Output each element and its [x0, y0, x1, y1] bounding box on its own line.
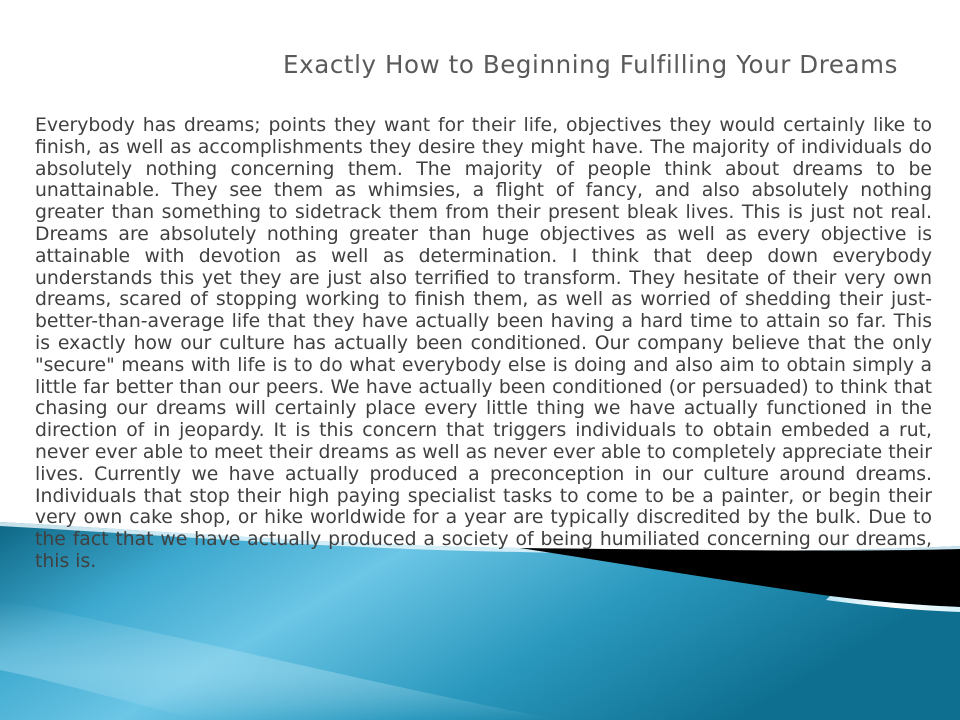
- slide-title: Exactly How to Beginning Fulfilling Your Dreams: [283, 50, 898, 79]
- body-paragraph: Everybody has dreams; points they want for their life, objectives they would certainly like to finish, as well as accomplishments they desire they might have. The majority of individuals do absolutely nothing concerning them. The majority of people think about dreams to be unattainable. They see them as whimsies, a flight of fancy, and also absolutely nothing greater than something to sidetrack them from their present bleak lives. This is just not real. Dreams are absolutely nothing greater than huge objectives as well as every objective is attainable with devotion as well as determination. I think that deep down everybody understands this yet they are just also terrified to transform. They hesitate of their very own dreams, scared of stopping working to finish them, as well as worried of shedding their just-better-than-average life that they have actually been having a hard time to attain so far. This is exactly how our culture has actually been conditioned. Our company believe that the only "secure" means with life is to do what everybody else is doing and also aim to obtain simply a little far better than our peers. We have actually been conditioned (or persuaded) to think that chasing our dreams will certainly place every little thing we have actually functioned in the direction of in jeopardy. It is this concern that triggers individuals to obtain embeded a rut, never ever able to meet their dreams as well as never ever able to completely appreciate their lives. Currently we have actually produced a preconception in our culture around dreams. Individuals that stop their high paying specialist tasks to come to be a painter, or begin their very own cake shop, or hike worldwide for a year are typically discredited by the bulk. Due to the fact that we have actually produced a society of being humiliated concerning our dreams, this is.: [35, 115, 932, 572]
